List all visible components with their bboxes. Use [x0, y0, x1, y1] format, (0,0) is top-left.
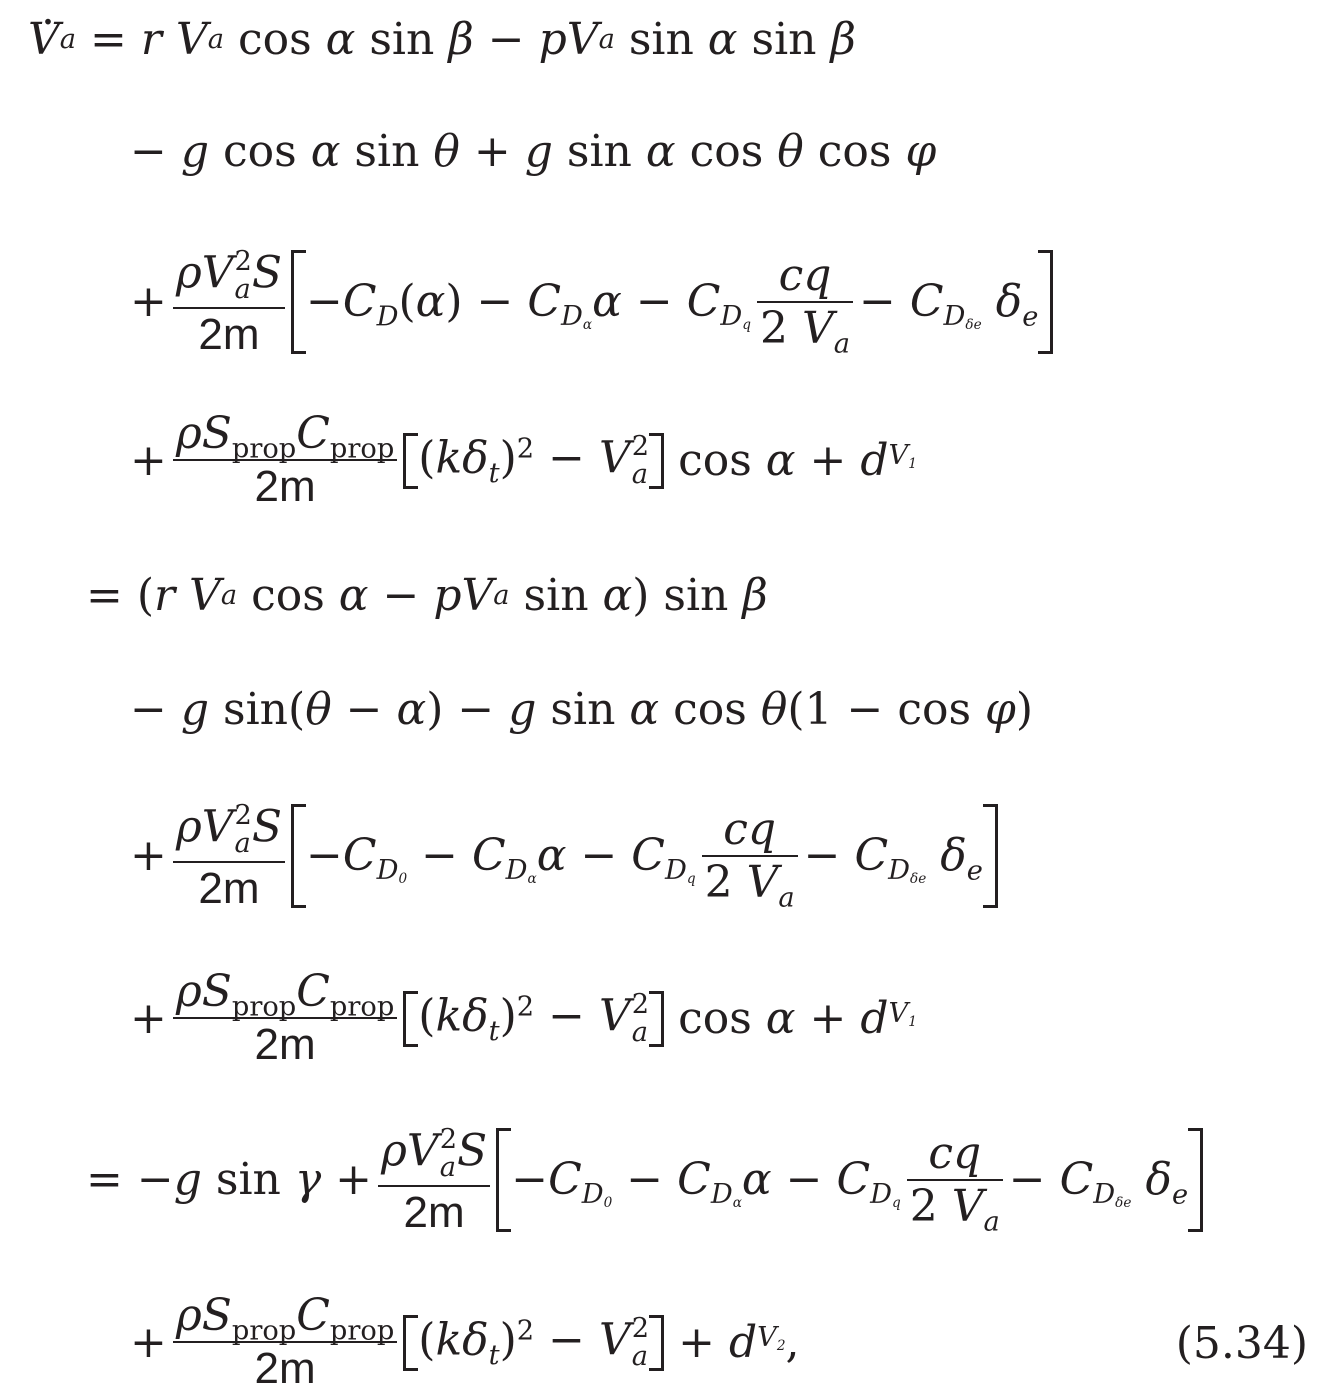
equation-line-4: + $\frac{\rho S_{prop}C_{prop}}{2m}$ $(k\delta_t)^2 - V$ 2 a cos α + d V1 [130, 408, 917, 511]
equation-line-3: + ρV 2 a S 2m $-C_D(\alpha) - C_{D\alpha}\alpha - C_{Dq}$ $\frac{cq}{2 V_a}$ − $C_{D\delta e}$ $\delta_e$ [130, 248, 1053, 357]
equation-line-2: − g cos α sin θ + g sin α cos θ cos φ [130, 126, 937, 177]
equation-number: (5.34) [1175, 1318, 1308, 1369]
equation-line-7: + ρV 2 a S 2m $-C_{D0} - C_{D\alpha}\alpha - C_{Dq}$ $\frac{cq}{2 V_a}$ − $C_{D\delta e}$ $\delta_e$ [130, 802, 998, 911]
equation-line-8: + $\frac{\rho S_{prop}C_{prop}}{2m}$ $(k\delta_t)^2 - V$ 2 a cos α + d V1 [130, 966, 917, 1069]
equation-line-10: + $\frac{\rho S_{prop}C_{prop}}{2m}$ $(k\delta_t)^2 - V$ 2 a + d V2 , [130, 1290, 800, 1393]
equation-line-6: − g sin( θ − α ) − g sin α cos θ (1 − cos φ ) [130, 684, 1033, 735]
equation-line-1: . V a = r V a cos α sin β − pV a sin α sin β [28, 18, 856, 62]
equation-line-5: = ( r V a cos α − pV a sin α ) sin β [86, 570, 768, 621]
equation-line-9: = − g sin γ + ρV 2 a S 2m $-C_{D0} - C_{D\alpha}\alpha - C_{Dq}$ $\frac{cq}{2 V_a}$ − $C_{D\delta e}$ $\delta_e$ [86, 1126, 1203, 1235]
